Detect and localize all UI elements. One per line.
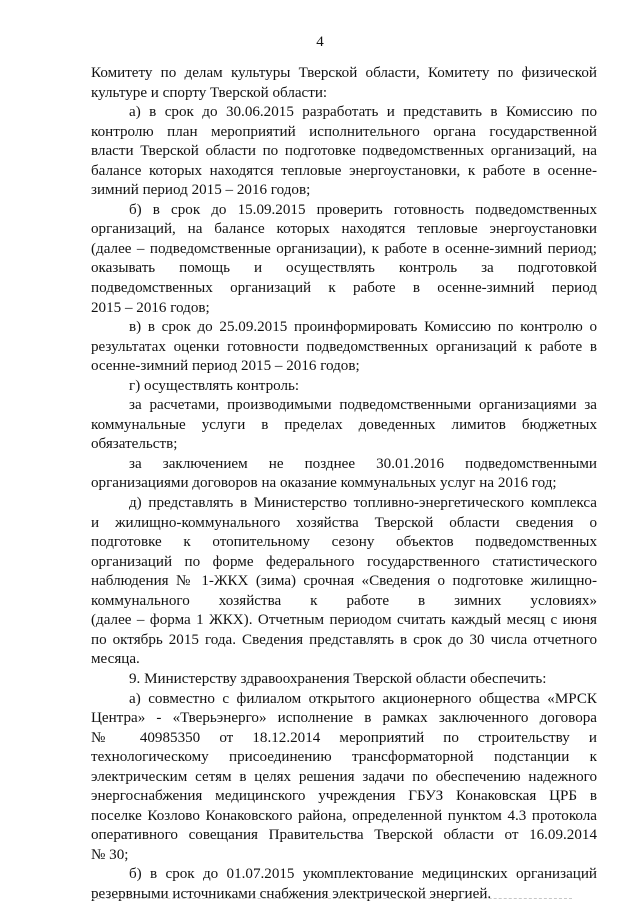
text-line: б) в срок до 01.07.2015 укомплектование медицинских организаций bbox=[129, 866, 597, 883]
text-line: Центра» - «Тверьэнерго» исполнение в рамках заключенного договора bbox=[91, 710, 597, 727]
text-line: № 30; bbox=[91, 846, 129, 863]
text-line: осенне-зимний период 2015 – 2016 годов; bbox=[91, 358, 360, 375]
text-line: коммунальные услуги в пределах доведенных лимитов бюджетных bbox=[91, 416, 597, 433]
text-line: (далее – подведомственные организации), к работе в осенне-зимний период; bbox=[91, 240, 597, 257]
text-line: подведомственных организаций к работе в осенне-зимний период bbox=[91, 280, 597, 297]
text-line: контролю план мероприятий исполнительного органа государственной bbox=[91, 123, 597, 140]
text-line: по октябрь 2015 года. Сведения представлять в срок до 30 числа отчетного bbox=[91, 631, 597, 648]
document-body bbox=[91, 64, 597, 905]
text-line: 2015 – 2016 годов; bbox=[91, 299, 210, 316]
text-line: культуре и спорту Тверской области: bbox=[91, 84, 328, 101]
text-line: коммунального хозяйства к работе в зимних условиях» bbox=[91, 592, 597, 609]
text-line: технологическому присоединению трансформаторной подстанции к bbox=[91, 749, 597, 766]
text-line: а) совместно с филиалом открытого акционерного общества «МРСК bbox=[129, 690, 597, 707]
text-line: организаций по форме федерального государственного статистического bbox=[91, 553, 597, 570]
text-line: поселке Козлово Конаковского района, определенной пунктом 4.3 протокола bbox=[91, 807, 597, 824]
text-line: балансе которых находятся тепловые энергоустановки, к работе в осенне- bbox=[91, 162, 597, 179]
text-line: за расчетами, производимыми подведомственными организациями за bbox=[129, 397, 597, 414]
text-line: подготовке к отопительному сезону объектов подведомственных bbox=[91, 534, 597, 551]
text-line: резервными источниками снабжения электрической энергией. bbox=[91, 885, 492, 902]
text-line: оказывать помощь и осуществлять контроль за подготовкой bbox=[91, 260, 597, 277]
text-line: а) в срок до 30.06.2015 разработать и представить в Комиссию по bbox=[129, 104, 597, 121]
text-line: д) представлять в Министерство топливно-энергетического комплекса bbox=[129, 495, 597, 512]
text-line: наблюдения № 1-ЖКХ (зима) срочная «Сведения о подготовке жилищно- bbox=[91, 573, 597, 590]
text-line: организаций, на балансе которых находятся тепловые энергоустановки bbox=[91, 221, 597, 238]
text-line: б) в срок до 15.09.2015 проверить готовность подведомственных bbox=[129, 201, 597, 218]
text-line: за заключением не позднее 30.01.2016 подведомственными bbox=[129, 455, 597, 472]
text-line: месяца. bbox=[91, 651, 140, 668]
page-number: 4 bbox=[316, 34, 324, 50]
text-line: энергоснабжения медицинского учреждения ГБУЗ Конаковская ЦРБ в bbox=[91, 788, 597, 805]
text-line: Комитету по делам культуры Тверской области, Комитету по физической bbox=[91, 65, 597, 81]
text-line: № 40985350 от 18.12.2014 мероприятий по строительству и bbox=[91, 729, 597, 746]
text-line: оперативного совещания Правительства Тверской области от 16.09.2014 bbox=[91, 827, 597, 844]
text-line: г) осуществлять контроль: bbox=[129, 377, 300, 394]
text-line: организациями договоров на оказание коммунальных услуг на 2016 год; bbox=[91, 475, 557, 492]
page-bottom-edge bbox=[92, 898, 572, 899]
text-line: зимний период 2015 – 2016 годов; bbox=[91, 182, 311, 199]
text-line: власти Тверской области по подготовке подведомственных организаций, на bbox=[91, 143, 597, 160]
text-line: (далее – форма 1 ЖКХ). Отчетным периодом считать каждый месяц с июня bbox=[91, 612, 597, 629]
text-line: электрическим сетям в целях решения задачи по обеспечению надежного bbox=[91, 768, 597, 785]
text-line: обязательств; bbox=[91, 436, 178, 453]
text-line: в) в срок до 25.09.2015 проинформировать Комиссию по контролю о bbox=[129, 319, 597, 336]
text-line: и жилищно-коммунального хозяйства Тверской области сведения о bbox=[91, 514, 597, 531]
text-line: результатах оценки готовности подведомственных организаций к работе в bbox=[91, 338, 597, 355]
text-line: 9. Министерству здравоохранения Тверской области обеспечить: bbox=[129, 670, 547, 687]
